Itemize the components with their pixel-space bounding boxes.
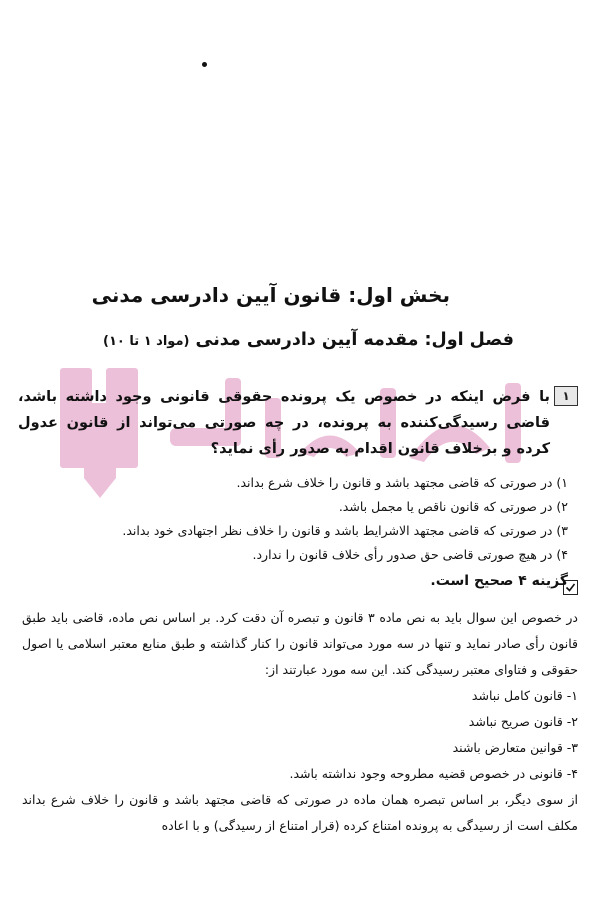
explanation-list [22,683,578,787]
question-text: با فرض اینکه در خصوص یک پرونده حقوقی قانونی وجود داشته باشد، قاضی رسیدگی‌کننده به پرونده، در چه صورتی می‌تواند از قانون عدول کرده و برخلاف قانون اقدام به صدور رأی نماید؟ [18,389,550,457]
answer-text: گزینه ۴ صحیح است. [430,573,568,589]
option-3: ۳) در صورتی که قاضی مجتهد الاشرایط باشد و قانون را خلاف نظر اجتهادی خود بداند. [122,523,568,538]
options-list [28,471,568,567]
explanation-item-2: ۲- قانون صریح نباشد [468,714,578,729]
chapter-article-range: (مواد ۱ تا ۱۰) [103,334,190,349]
part-title: بخش اول: قانون آیین دادرسی مدنی [91,283,450,307]
question-block [18,384,578,462]
chapter-title-text: فصل اول: مقدمه آیین دادرسی مدنی [195,330,514,350]
explanation [22,605,578,839]
option-1: ۱) در صورتی که قاضی مجتهد باشد و قانون را خلاف شرع بداند. [236,475,568,490]
ink-dot [202,62,207,67]
explanation-intro: در خصوص این سوال باید به نص ماده ۳ قانون و تبصره آن دقت کرد. بر اساس نص ماده، قاضی باید طبق قانون رأی صادر نماید و تنها در سه مورد می‌تواند قانون را کنار گذاشته و طبق منابع معتبر اسلامی یا اصول حقوقی و فتاوای معتبر رسیدگی کند. این سه مورد عبارتند از: [22,610,578,677]
option-4: ۴) در هیچ صورتی قاضی حق صدور رأی خلاف قانون را ندارد. [252,547,568,562]
explanation-item-4: ۴- قانونی در خصوص قضیه مطروحه وجود نداشته باشد. [289,766,578,781]
explanation-item-3: ۳- قوانین متعارض باشند [452,740,578,755]
option-2: ۲) در صورتی که قانون ناقص یا مجمل باشد. [338,499,568,514]
answer-line [430,573,568,589]
question-number-badge: ۱ [554,386,578,406]
explanation-outro: از سوی دیگر، بر اساس تبصره همان ماده در صورتی که قاضی مجتهد باشد و قانون را خلاف شرع بداند مکلف است از رسیدگی به پرونده امتناع کرده (قرار امتناع از رسیدگی) و با اعاده [22,792,578,833]
explanation-item-1: ۱- قانون کامل نباشد [471,688,578,703]
chapter-title [103,330,514,350]
